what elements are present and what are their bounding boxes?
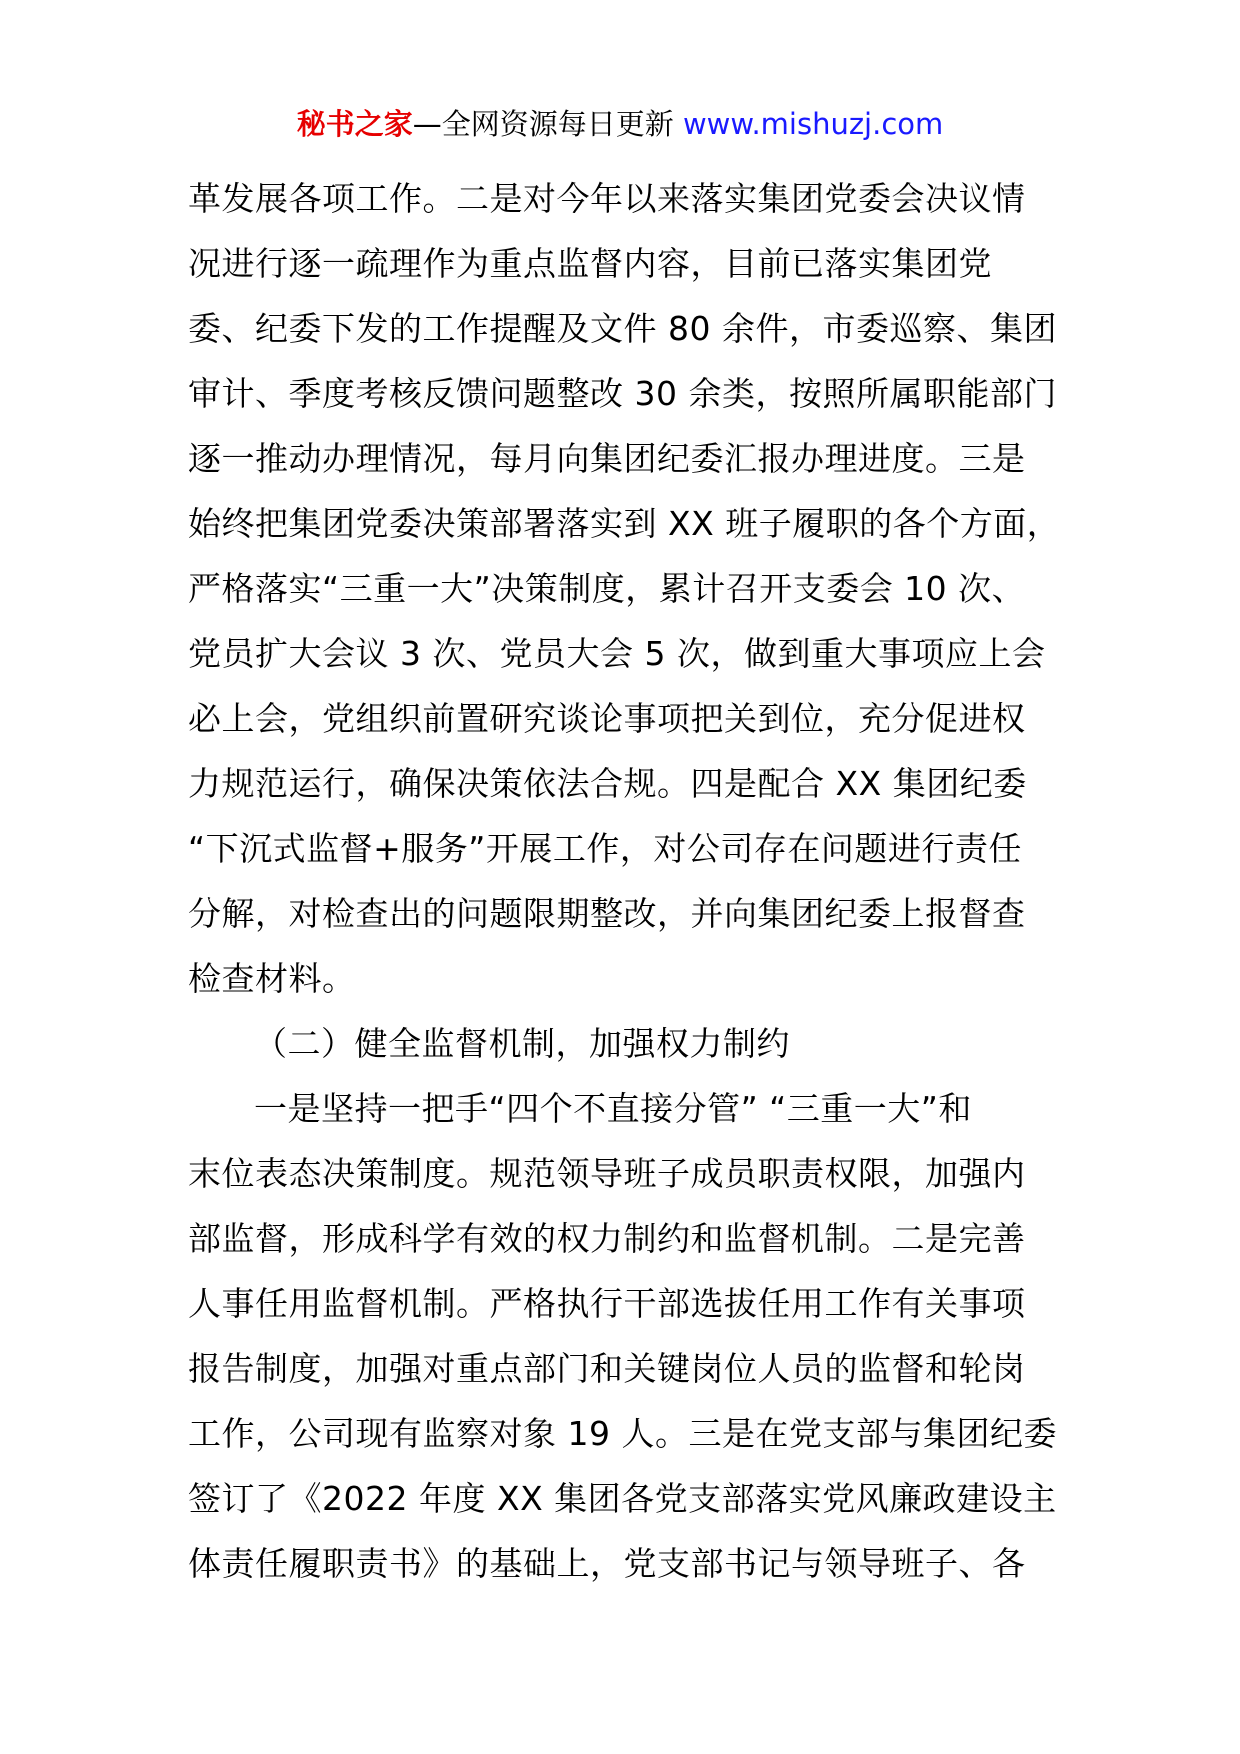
text-line: 逐一推动办理情况，每月向集团纪委汇报办理进度。三是 [188, 439, 1026, 478]
text-line: 始终把集团党委决策部署落实到 XX 班子履职的各个方面， [188, 504, 1061, 543]
text-line: 体责任履职责书》的基础上，党支部书记与领导班子、各 [188, 1544, 1026, 1583]
text-line: 严格落实“三重一大”决策制度，累计召开支委会 10 次、 [188, 569, 1026, 608]
site-url-link[interactable]: www.mishuzj.com [682, 107, 944, 141]
text-line: 况进行逐一疏理作为重点监督内容，目前已落实集团党 [188, 244, 992, 283]
text-line: 部监督，形成科学有效的权力制约和监督机制。二是完善 [188, 1219, 1026, 1258]
text-line: 签订了《2022 年度 XX 集团各党支部落实党风廉政建设主 [188, 1479, 1057, 1518]
text-line: 革发展各项工作。二是对今年以来落实集团党委会决议情 [188, 179, 1026, 218]
text-line: 审计、季度考核反馈问题整改 30 余类，按照所属职能部门 [188, 374, 1057, 413]
document-body [188, 166, 1068, 1596]
text-line: 检查材料。 [188, 959, 356, 998]
paragraph-first-line: 一是坚持一把手“四个不直接分管” “三重一大”和 [254, 1089, 972, 1128]
text-line: 工作，公司现有监察对象 19 人。三是在党支部与集团纪委 [188, 1414, 1057, 1453]
text-line: 分解，对检查出的问题限期整改，并向集团纪委上报督查 [188, 894, 1026, 933]
text-line: 人事任用监督机制。严格执行干部选拔任用工作有关事项 [188, 1284, 1026, 1323]
text-line: “下沉式监督+服务”开展工作，对公司存在问题进行责任 [188, 829, 1022, 868]
text-line: 党员扩大会议 3 次、党员大会 5 次，做到重大事项应上会 [188, 634, 1046, 673]
site-slogan: —全网资源每日更新 [412, 107, 683, 141]
text-line: 力规范运行，确保决策依法合规。四是配合 XX 集团纪委 [188, 764, 1027, 803]
text-line: 报告制度，加强对重点部门和关键岗位人员的监督和轮岗 [188, 1349, 1026, 1388]
brand-name: 秘书之家 [296, 107, 413, 141]
text-line: 必上会，党组织前置研究谈论事项把关到位，充分促进权 [188, 699, 1026, 738]
site-header [0, 104, 1240, 144]
text-line: 委、纪委下发的工作提醒及文件 80 余件，市委巡察、集团 [188, 309, 1057, 348]
section-heading: （二）健全监督机制，加强权力制约 [254, 1024, 790, 1063]
text-line: 末位表态决策制度。规范领导班子成员职责权限，加强内 [188, 1154, 1026, 1193]
